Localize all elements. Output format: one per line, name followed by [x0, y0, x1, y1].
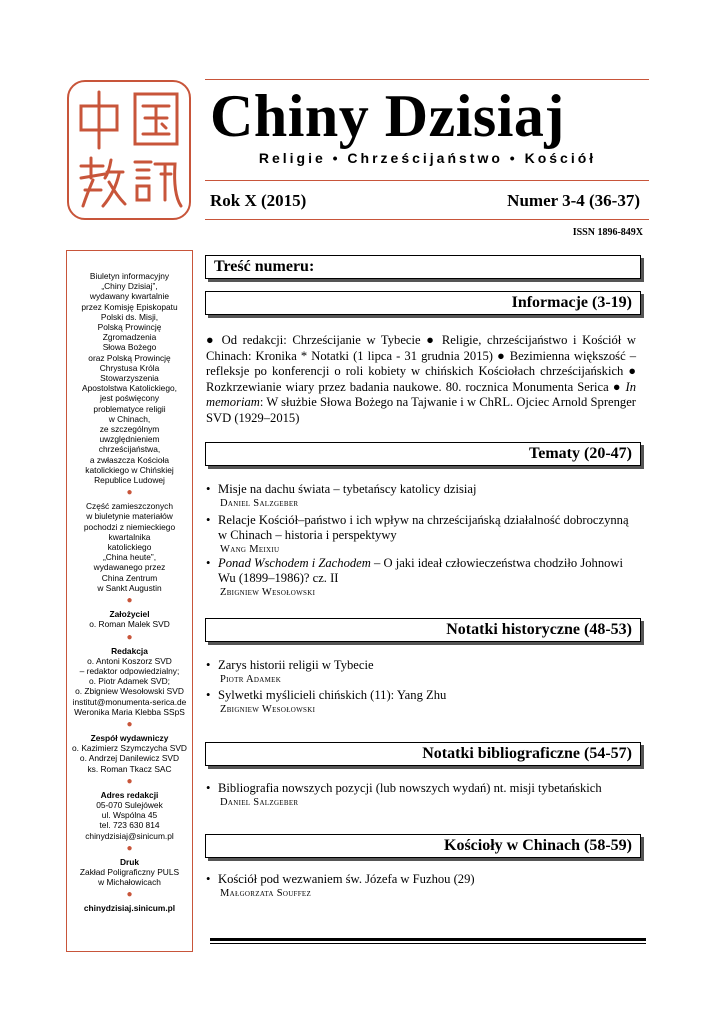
print-list: [67, 867, 192, 887]
sidebar-line: tel. 723 630 814: [99, 820, 160, 831]
sidebar-line: „China heute”,: [102, 552, 157, 563]
sidebar-line: o. Antoni Koszorz SVD: [87, 655, 172, 666]
author: Zbigniew Wesołowski: [220, 587, 316, 598]
sidebar-line: ze szczególnym: [99, 424, 160, 435]
section-notatki-bibliograficzne: Notatki bibliograficzne (54-57): [205, 742, 641, 766]
sidebar-line: jest poświęcony: [99, 393, 160, 404]
bullet-icon: •: [206, 781, 211, 795]
sidebar-line: w Michałowicach: [98, 877, 161, 888]
bullet-icon: •: [206, 688, 211, 702]
issue-number: Numer 3-4 (36-37): [507, 191, 640, 210]
author: Wang Meixiu: [220, 544, 280, 555]
address-label: Adres redakcji: [100, 789, 159, 800]
info-item-4: Rozkrzewianie wiary przez badania naukowe. 80. rocznica Monumenta Serica: [206, 379, 609, 394]
bottom-rule-thin: [210, 943, 646, 944]
sidebar-line: ks. Roman Tkacz SAC: [87, 763, 172, 774]
sidebar-line: w Chinach,: [108, 413, 151, 424]
print-label: Druk: [119, 856, 140, 867]
list-item: • Bibliografia nowszych pozycji (lub nowszych wydań) nt. misji tybetańskich: [206, 781, 602, 795]
sidebar-line: przez Komisję Episkopatu: [81, 301, 178, 312]
website-link[interactable]: chinydzisiaj.sinicum.pl: [83, 903, 176, 914]
issn: ISSN 1896-849X: [572, 227, 643, 238]
sidebar-line: pochodzi z niemieckiego: [83, 521, 176, 532]
sidebar-line: o. Zbigniew Wesołowski SVD: [75, 686, 184, 697]
team-list: [67, 743, 192, 774]
sidebar-line: „Chiny Dzisiaj”,: [101, 281, 158, 292]
sidebar-line: katolickiego w Chińskiej: [85, 464, 174, 475]
sidebar-line: Chrystusa Króla: [99, 362, 160, 373]
section-koscioly-w-chinach: Kościoły w Chinach (58-59): [205, 834, 641, 858]
sidebar-line: Biuletyn informacyjny: [89, 271, 170, 281]
team-label: Zespół wydawniczy: [90, 732, 169, 743]
info-paragraph: [206, 333, 636, 427]
list-item: • Kościół pod wezwaniem św. Józefa w Fuzhou (29): [206, 872, 475, 886]
sidebar-line: oraz Polską Prowincję: [88, 352, 171, 363]
volume-year: Rok X (2015): [210, 191, 307, 210]
sidebar-imprint: [66, 250, 193, 952]
sidebar-line: Polski ds. Misji,: [100, 311, 159, 322]
sidebar-line: o. Andrzej Danilewicz SVD: [79, 753, 180, 764]
sidebar-line: Stowarzyszenia: [100, 373, 159, 384]
list-item: • Zarys historii religii w Tybecie: [206, 658, 374, 672]
sidebar-line: chrześcijaństwa,: [98, 444, 161, 455]
sidebar-source: [67, 501, 192, 593]
sidebar-line: a zwłaszcza Kościoła: [89, 454, 170, 465]
header-top-rule: [205, 79, 649, 80]
toc-heading: Treść numeru:: [205, 255, 641, 279]
author: Zbigniew Wesołowski: [220, 704, 316, 715]
address-list: [67, 800, 192, 841]
bullet-icon: ●: [426, 333, 437, 347]
separator-dot: ●: [126, 718, 133, 730]
bullet-icon: ●: [612, 379, 622, 394]
author: Daniel Salzgeber: [220, 797, 299, 808]
logo-seal: [67, 80, 191, 220]
sidebar-line: – redaktor odpowiedzialny;: [79, 665, 180, 676]
sidebar-line: Część zamieszczonych: [85, 501, 174, 512]
sidebar-line: Republice Ludowej: [94, 475, 165, 486]
separator-dot: ●: [126, 595, 133, 607]
list-item: • Sylwetki myślicieli chińskich (11): Yang Zhu: [206, 688, 447, 702]
sidebar-line: 05-070 Sulejówek: [96, 799, 163, 810]
sidebar-line: w Sankt Augustin: [97, 582, 162, 593]
author: Piotr Adamek: [220, 674, 282, 685]
sidebar-line: w biuletynie materiałów: [86, 511, 173, 522]
publication-title: Chiny Dzisiaj: [210, 83, 565, 149]
sidebar-line: wydawany kwartalnie: [89, 291, 170, 302]
sidebar-line: kwartalnika: [108, 531, 151, 542]
bullet-icon: ●: [206, 333, 217, 347]
separator-dot: ●: [126, 842, 133, 854]
info-item-5-em: In memoriam: [206, 379, 637, 410]
bullet-icon: ●: [497, 348, 506, 363]
list-item: • Ponad Wschodem i Zachodem – O jaki ideał człowieczeństwa chodziło Johnowi Wu (1899–1986)? cz. II: [206, 556, 624, 586]
section-informacje: Informacje (3-19): [205, 291, 641, 315]
editorial-label: Redakcja: [111, 645, 148, 656]
sidebar-line: katolickiego: [107, 542, 152, 553]
bullet-icon: •: [206, 556, 211, 570]
separator-dot: ●: [126, 631, 133, 643]
bottom-rule-thick: [210, 938, 646, 941]
bullet-icon: ●: [628, 364, 636, 379]
sidebar-line: wydawanego przez: [93, 562, 166, 573]
list-item: • Relacje Kościół–państwo i ich wpływ na chrześcijańską działalność dobroczynną w Chinach – historia i perspektywy: [206, 513, 629, 543]
founder-name: o. Roman Malek SVD: [89, 619, 170, 630]
separator-dot: ●: [126, 775, 133, 787]
sidebar-line: Słowa Bożego: [102, 342, 157, 353]
header-middle-rule: [205, 180, 649, 181]
bullet-icon: •: [206, 658, 211, 672]
section-tematy: Tematy (20-47): [205, 442, 641, 466]
info-item-3: Bezimienna większość – refleksje po konferencji o roli kobiety w chińskich Kościołach chrześcijańskich: [206, 348, 637, 379]
header-bottom-rule: [205, 219, 649, 220]
author: Daniel Salzgeber: [220, 498, 299, 509]
sidebar-line: Polską Prowincję: [97, 322, 162, 333]
bullet-icon: •: [206, 872, 211, 886]
founder-label: Założyciel: [109, 609, 150, 620]
publication-subtitle: Religie • Chrześcijaństwo • Kościół: [258, 150, 597, 166]
sidebar-line: Zakład Poligraficzny PULS: [79, 866, 180, 877]
sidebar-line: institut@monumenta-serica.de: [72, 696, 187, 707]
sidebar-line: chinydzisiaj@sinicum.pl: [85, 830, 174, 841]
info-item-1: Od redakcji: Chrześcijanie w Tybecie: [221, 333, 421, 347]
chinese-characters-logo-icon: [69, 82, 191, 220]
sidebar-about: [67, 271, 192, 485]
sidebar-line: China Zentrum: [101, 572, 158, 583]
info-item-5: : W służbie Słowa Bożego na Tajwanie i w ChRL. Ojciec Arnold Sprenger SVD (1929–2015): [206, 395, 636, 425]
sidebar-line: Apostolstwa Katolickiego,: [82, 383, 177, 394]
sidebar-line: o. Piotr Adamek SVD;: [89, 676, 170, 687]
list-item: • Misje na dachu świata – tybetańscy katolicy dzisiaj: [206, 482, 477, 496]
bullet-icon: •: [206, 513, 211, 527]
sidebar-line: Zgromadzenia: [102, 332, 157, 343]
sidebar-line: problematyce religii: [93, 403, 166, 414]
separator-dot: ●: [126, 889, 133, 901]
sidebar-line: o. Kazimierz Szymczycha SVD: [72, 743, 187, 754]
info-item-2: Religie, chrześcijaństwo i Kościół w Chinach: Kronika * Notatki (1 lipca - 31 grudnia 2015): [206, 333, 636, 363]
author: Małgorzata Souffez: [220, 888, 312, 899]
separator-dot: ●: [126, 487, 133, 499]
sidebar-line: uwzględnieniem: [99, 434, 160, 445]
sidebar-line: ul. Wspólna 45: [101, 810, 158, 821]
sidebar-line: Weronika Maria Klebba SSpS: [74, 706, 185, 717]
bullet-icon: •: [206, 482, 211, 496]
section-notatki-historyczne: Notatki historyczne (48-53): [205, 618, 641, 642]
editorial-list: [67, 656, 192, 717]
